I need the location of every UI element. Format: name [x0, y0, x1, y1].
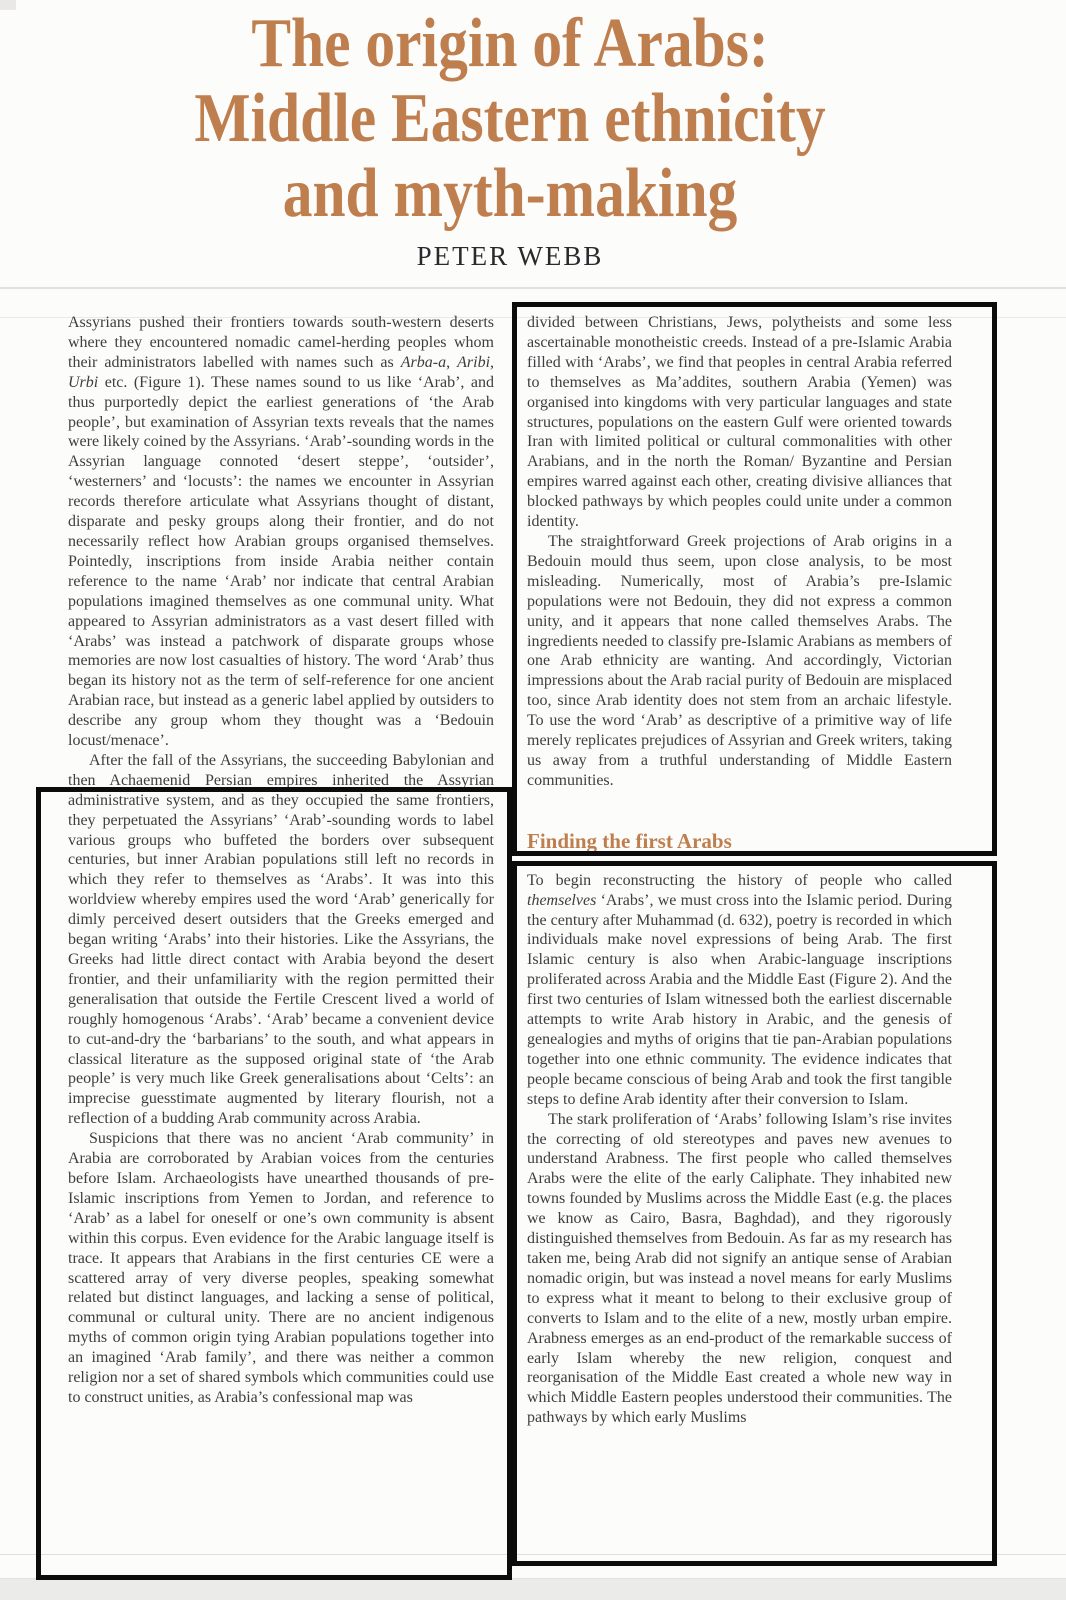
article-paragraph: The stark proliferation of ‘Arabs’ following Islam’s rise invites the correcting of old stereotypes and paves new avenues to understand Arabness. The first people who called themselves Arabs were the elite of the early Caliphate. They inhabited new towns founded by Muslims across the Middle East (e.g. the places we know as Cairo, Basra, Baghdad), and they rigorously distinguished themselves from Bedouin. As far as my research has taken me, being Arab did not signify an antique sense of Arabian nomadic origin, but was instead a novel means for early Muslims to express what it meant to belong to their exclusive group of converts to Islam and to the elite of a new, mostly urban empire. Arabness emerges as an end-product of the remarkable success of early Islam whereby the new religion, conquest and reorganisation of the Middle East created a whole new way in which Middle Eastern peoples understood their communities. The pathways by which early Muslims: [527, 1110, 952, 1427]
article-paragraph: divided between Christians, Jews, polytheists and some less ascertainable monotheistic creeds. Instead of a pre-Islamic Arabia filled with ‘Arabs’, we find that peoples in central Arabia referred to themselves as Ma’addites, southern Arabia (Yemen) was organised into kingdoms with very particular languages and state structures, populations on the eastern Gulf were oriented towards Iran with limited political or cultural commonalities with other Arabians, and in the north the Roman/ Byzantine and Persian empires warred against each other, creating divisive alliances that blocked pathways by which peoples could unite under a common identity.: [527, 314, 952, 531]
right-text-column: [527, 313, 952, 1428]
author-byline: PETER WEBB: [416, 241, 604, 271]
article-paragraph: After the fall of the Assyrians, the succeeding Babylonian and then Achaemenid Persian empires inherited the Assyrian administrative system, and as they occupied the same frontiers, they perpetuated the Assyrians’ ‘Arab’-sounding words to label various groups who buffeted the borders over subsequent centuries, but inner Arabian populations still left no records in which they refer to themselves as ‘Arabs’. It was into this worldview whereby empires used the word ‘Arab’ generically for dimly perceived desert outsiders that the Greeks emerged and began writing ‘Arabs’ into their histories. Like the Assyrians, the Greeks had little direct contact with Arabia beyond the desert frontier, and their unfamiliarity with the region permitted their generalisation that outside the Fertile Crescent lived a world of roughly homogenous ‘Arabs’. ‘Arab’ became a convenient device to cut-and-dry the ‘barbarians’ to the south, and what appears in classical literature as the supposed original state of ‘the Arab people’ is very much like Greek generalisations about ‘Celts’: an imprecise guesstimate augmented by literary flourish, not a reflection of a budding Arab community across Arabia.: [68, 751, 494, 1128]
article-paragraph: Suspicions that there was no ancient ‘Arab community’ in Arabia are corroborated by Arabian voices from the centuries before Islam. Archaeologists have unearthed thousands of pre-Islamic inscriptions from Yemen to Jordan, and reference to ‘Arab’ as a label for oneself or one’s own community is absent within this corpus. Even evidence for the Arabic language itself is trace. It appears that Arabians in the first centuries CE were a scattered array of very diverse peoples, speaking somewhat related but distinct languages, and lacking a sense of political, communal or cultural unity. There are no ancient indigenous myths of common origin tying Arabian populations together into an imagined ‘Arab family’, and there was neither a common religion nor a set of shared symbols which communities could use to construct unities, as Arabia’s confessional map was: [68, 1130, 494, 1406]
footer-rule: [0, 1554, 1066, 1555]
article-paragraph: Assyrians pushed their frontiers towards south-western deserts where they encountered nomadic camel-herding peoples whom their administrators labelled with names such as Arba-a, Aribi, Urbi etc. (Figure 1). These names sound to us like ‘Arab’, and thus purportedly depict the earliest generations of ‘the Arab people’, but examination of Assyrian texts reveals that the names were likely coined by the Assyrians. ‘Arab’-sounding words in the Assyrian language connoted ‘desert steppe’, ‘outsider’, ‘westerners’ and ‘locusts’: the names we encounter in Assyrian records therefore articulate what Assyrians thought of distant, disparate and pesky groups along their frontier, and do not necessarily reflect how Arabian groups organised themselves. Pointedly, inscriptions from inside Arabia neither contain reference to the name ‘Arab’ nor indicate that central Arabian populations imagined themselves as one communal unity. What appeared to Assyrian administrators as a vast desert filled with ‘Arabs’ was instead a patchwork of disparate groups whose memories are now lost casualties of history. The word ‘Arab’ thus began its history not as the term of self-reference for one ancient Arabian race, but instead as a generic label applied by outsiders to describe any group whom they thought was a ‘Bedouin locust/menace’.: [68, 314, 495, 750]
left-text-column: [68, 313, 494, 1408]
article-title-line: The origin of Arabs:: [251, 5, 769, 82]
page-footer-band: [0, 1578, 1066, 1600]
article-paragraph: To begin reconstructing the history of people who called themselves ‘Arabs’, we must cross into the Islamic period. During the century after Muhammad (d. 632), poetry is recorded in which individuals make novel expressions of being Arab. The first Islamic century is also when Arabic-language inscriptions proliferated across Arabia and the Middle East (Figure 2). And the first two centuries of Islam witnessed both the earliest discernable attempts to write Arab history in Arabic, and the genesis of genealogies and myths of origins that tie pan-Arabian populations together into one ethnic community. The evidence indicates that people became conscious of being Arab and took the first tangible steps to define Arab identity after their conversion to Islam.: [527, 871, 952, 1108]
article-title-line: Middle Eastern ethnicity: [194, 80, 826, 157]
article-paragraph: The straightforward Greek projections of Arab origins in a Bedouin mould thus seem, upon close analysis, to be most misleading. Numerically, most of Arabia’s pre-Islamic populations were not Bedouin, they did not express a common unity, and it appears that none called themselves Arabs. The ingredients needed to classify pre-Islamic Arabians as members of one Arab ethnicity are wanting. And accordingly, Victorian impressions about the Arab racial purity of Bedouin are misplaced too, since Arab identity does not stem from an archaic lifestyle. To use the word ‘Arab’ as descriptive of a primitive way of life merely replicates prejudices of Assyrian and Greek writers, taking us away from a truthful understanding of Middle Eastern communities.: [527, 532, 952, 789]
page-edge-smudge: [0, 0, 16, 10]
section-heading-finding-first-arabs: Finding the first Arabs: [527, 828, 732, 853]
article-title-line: and myth-making: [282, 155, 738, 232]
header-rule-top: [0, 287, 1066, 289]
article-title: [77, 6, 944, 231]
